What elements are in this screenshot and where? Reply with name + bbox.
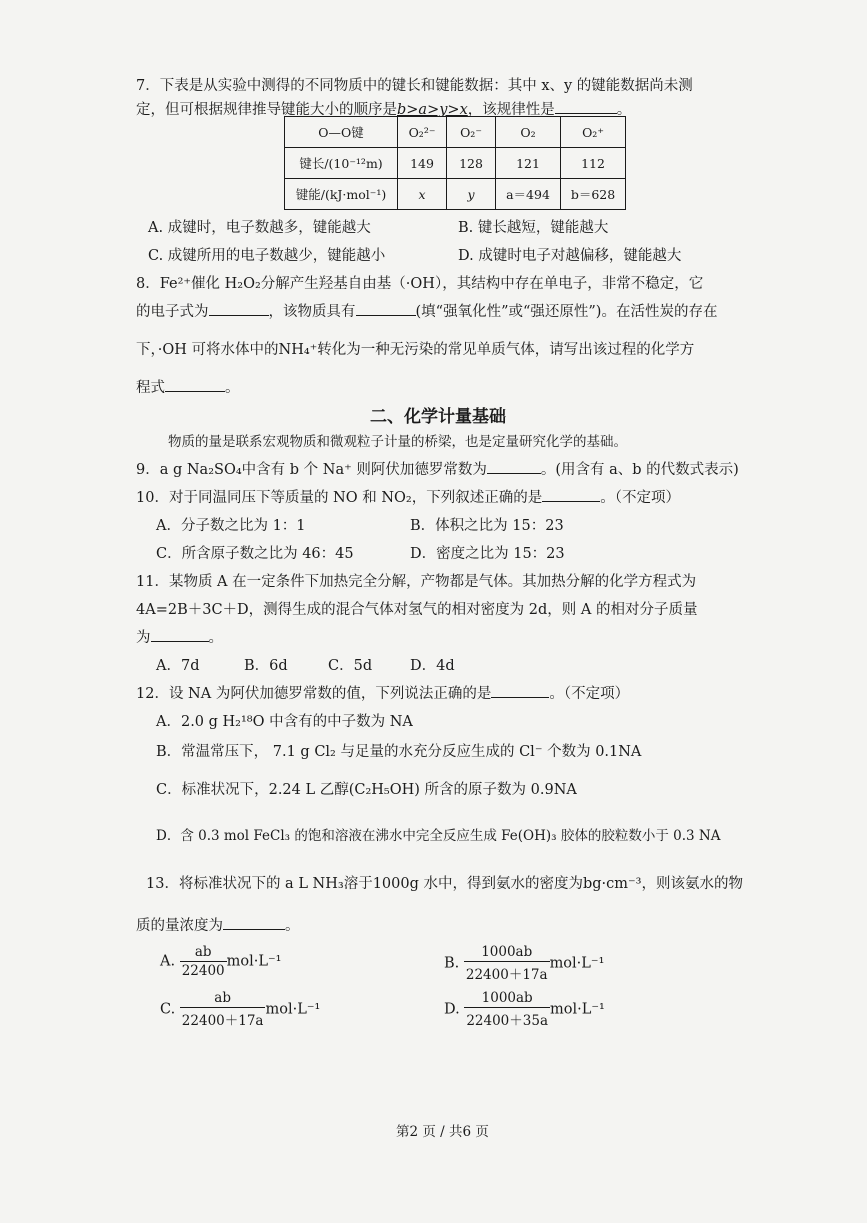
q13-line1: 13．将标准状况下的 a L NH₃溶于1000g 水中，得到氨水的密度为bg·cm⁻³，则该氨水的物 (146, 876, 743, 892)
section-title: 二、化学计量基础 (370, 407, 506, 427)
q10-option-d[interactable]: D．密度之比为 15：23 (410, 546, 565, 562)
q13-option-c-label: C. (160, 1001, 176, 1018)
table-header-cell: O₂ (496, 117, 561, 148)
table-cell: 121 (496, 148, 561, 179)
q12-blank[interactable] (491, 683, 549, 698)
q13-option-a-fraction (180, 944, 227, 979)
q8-line1: 8．Fe²⁺催化 H₂O₂分解产生羟基自由基（·OH），其结构中存在单电子，非常不稳定，它 (136, 276, 704, 292)
q7-line2-b: ，该规律性是 (467, 102, 555, 118)
q13-option-c-fraction (180, 990, 266, 1029)
q11-line3 (136, 626, 223, 647)
q8-line3: 下，·OH 可将水体中的NH₄⁺转化为一种无污染的常见单质气体，请写出该过程的化学方 (136, 342, 695, 358)
q13-line2 (136, 914, 300, 935)
q10-option-a[interactable]: A．分子数之比为 1：1 (156, 518, 306, 534)
q7-order: b>a>y>x (397, 102, 468, 118)
q13-blank[interactable] (223, 915, 285, 930)
bond-data-table (284, 116, 626, 210)
fraction-denominator: 22400＋17a (181, 1013, 264, 1029)
table-header-cell: O₂²⁻ (398, 117, 447, 148)
q10-blank[interactable] (542, 487, 600, 502)
q8-line4-a: 程式 (136, 380, 165, 396)
q8-blank-3[interactable] (165, 377, 225, 392)
q8-line2-a: 的电子式为 (136, 304, 209, 320)
q10-option-b[interactable]: B．体积之比为 15：23 (410, 518, 564, 534)
q11-line1: 11．某物质 A 在一定条件下加热完全分解，产物都是气体。其加热分解的化学方程式为 (136, 574, 697, 590)
q13-option-a-unit: mol·L⁻¹ (226, 953, 282, 970)
fraction-numerator: ab (180, 990, 266, 1008)
q10-stem-b: 。（不定项） (600, 490, 680, 506)
q9-b: 。(用含有 a、b 的代数式表示) (540, 462, 739, 478)
fraction-denominator: 22400＋35a (466, 1013, 549, 1029)
q13-option-d-unit: mol·L⁻¹ (550, 1001, 605, 1018)
q13-option-b-unit: mol·L⁻¹ (549, 955, 605, 972)
fraction-denominator: 22400 (181, 963, 225, 979)
fraction-numerator: 1000ab (464, 990, 550, 1008)
q13-option-b[interactable] (444, 944, 604, 983)
q13-option-c-unit: mol·L⁻¹ (265, 1001, 321, 1018)
q10-option-c[interactable]: C．所含原子数之比为 46：45 (156, 546, 354, 562)
q7-option-c[interactable]: C. 成键所用的电子数越少，键能越小 (148, 248, 386, 264)
table-cell: 键长/(10⁻¹²m) (285, 148, 398, 179)
q8-line2 (136, 300, 717, 321)
q13-option-b-label: B. (444, 955, 460, 972)
table-row (285, 148, 626, 179)
q12-stem (136, 682, 629, 703)
q13-option-c[interactable] (160, 990, 320, 1029)
q10-stem-a: 10．对于同温同压下等质量的 NO 和 NO₂，下列叙述正确的是 (136, 490, 543, 506)
table-cell: x (398, 179, 447, 210)
q11-option-c[interactable]: C．5d (328, 658, 373, 674)
fraction-numerator: 1000ab (464, 944, 550, 962)
q13-option-d[interactable] (444, 990, 605, 1029)
table-cell: a＝494 (496, 179, 561, 210)
q9-a: 9．a g Na₂SO₄中含有 b 个 Na⁺ 则阿伏加德罗常数为 (136, 462, 487, 478)
q10-stem (136, 486, 680, 507)
q8-blank-1[interactable] (209, 301, 269, 316)
q13-line2-a: 质的量浓度为 (136, 918, 223, 934)
q13-line2-b: 。 (285, 918, 300, 934)
section-subtitle: 物质的量是联系宏观物质和微观粒子计量的桥梁，也是定量研究化学的基础。 (168, 434, 627, 450)
page-number: 第2 页 / 共6 页 (396, 1124, 489, 1140)
table-cell: b＝628 (561, 179, 626, 210)
q7-option-a[interactable]: A. 成键时，电子数越多，键能越大 (148, 220, 371, 236)
q11-line3-a: 为 (136, 630, 151, 646)
q9-blank[interactable] (487, 459, 541, 474)
q12-option-b[interactable]: B．常温常压下， 7.1 g Cl₂ 与足量的水充分反应生成的 Cl⁻ 个数为 0.1NA (156, 744, 642, 760)
table-cell: 128 (447, 148, 496, 179)
q11-option-a[interactable]: A．7d (156, 658, 200, 674)
q8-line4-b: 。 (225, 380, 240, 396)
fraction-denominator: 22400＋17a (465, 967, 548, 983)
q8-line2-b: ，该物质具有 (268, 304, 356, 320)
q7-answer-blank[interactable] (555, 99, 617, 114)
q11-blank[interactable] (151, 627, 209, 642)
q7-option-d[interactable]: D. 成键时电子对越偏移，键能越大 (458, 248, 682, 264)
q13-option-a[interactable] (160, 944, 281, 979)
table-header-cell: O—O键 (285, 117, 398, 148)
fraction-numerator: ab (180, 944, 227, 962)
table-row (285, 179, 626, 210)
q7-line2-a: 定，但可根据规律推导键能大小的顺序是 (136, 102, 397, 118)
table-header-cell: O₂⁺ (561, 117, 626, 148)
q13-option-a-label: A. (160, 953, 176, 970)
q8-line2-c: (填“强氧化性”或“强还原性”)。在活性炭的存在 (415, 304, 718, 320)
table-header-cell: O₂⁻ (447, 117, 496, 148)
q12-stem-b: 。（不定项） (549, 686, 630, 702)
q7-line1: 7．下表是从实验中测得的不同物质中的键长和键能数据：其中 x、y 的键能数据尚未测 (136, 78, 693, 94)
q13-option-d-label: D. (444, 1001, 460, 1018)
q11-option-d[interactable]: D．4d (410, 658, 455, 674)
q8-line4 (136, 376, 240, 397)
table-row (285, 117, 626, 148)
q8-blank-2[interactable] (356, 301, 416, 316)
q13-option-d-fraction (464, 990, 550, 1029)
table-cell: y (447, 179, 496, 210)
q13-option-b-fraction (464, 944, 550, 983)
q7-option-b[interactable]: B. 键长越短，键能越大 (458, 220, 609, 236)
q11-line3-b: 。 (208, 630, 223, 646)
q12-option-d[interactable]: D．含 0.3 mol FeCl₃ 的饱和溶液在沸水中完全反应生成 Fe(OH)₃ 胶体的胶粒数小于 0.3 NA (156, 828, 721, 844)
table-cell: 键能/(kJ·mol⁻¹) (285, 179, 398, 210)
q11-option-b[interactable]: B．6d (244, 658, 288, 674)
q7-line2-end: 。 (616, 102, 632, 118)
q11-line2: 4A=2B＋3C＋D，测得生成的混合气体对氢气的相对密度为 2d，则 A 的相对分子质量 (136, 602, 698, 618)
q12-option-c[interactable]: C．标准状况下，2.24 L 乙醇(C₂H₅OH) 所含的原子数为 0.9NA (156, 782, 577, 798)
q12-option-a[interactable]: A．2.0 g H₂¹⁸O 中含有的中子数为 NA (156, 714, 413, 730)
table-cell: 149 (398, 148, 447, 179)
q12-stem-a: 12．设 NA 为阿伏加德罗常数的值，下列说法正确的是 (136, 686, 492, 702)
q9-line (136, 458, 739, 479)
table-cell: 112 (561, 148, 626, 179)
